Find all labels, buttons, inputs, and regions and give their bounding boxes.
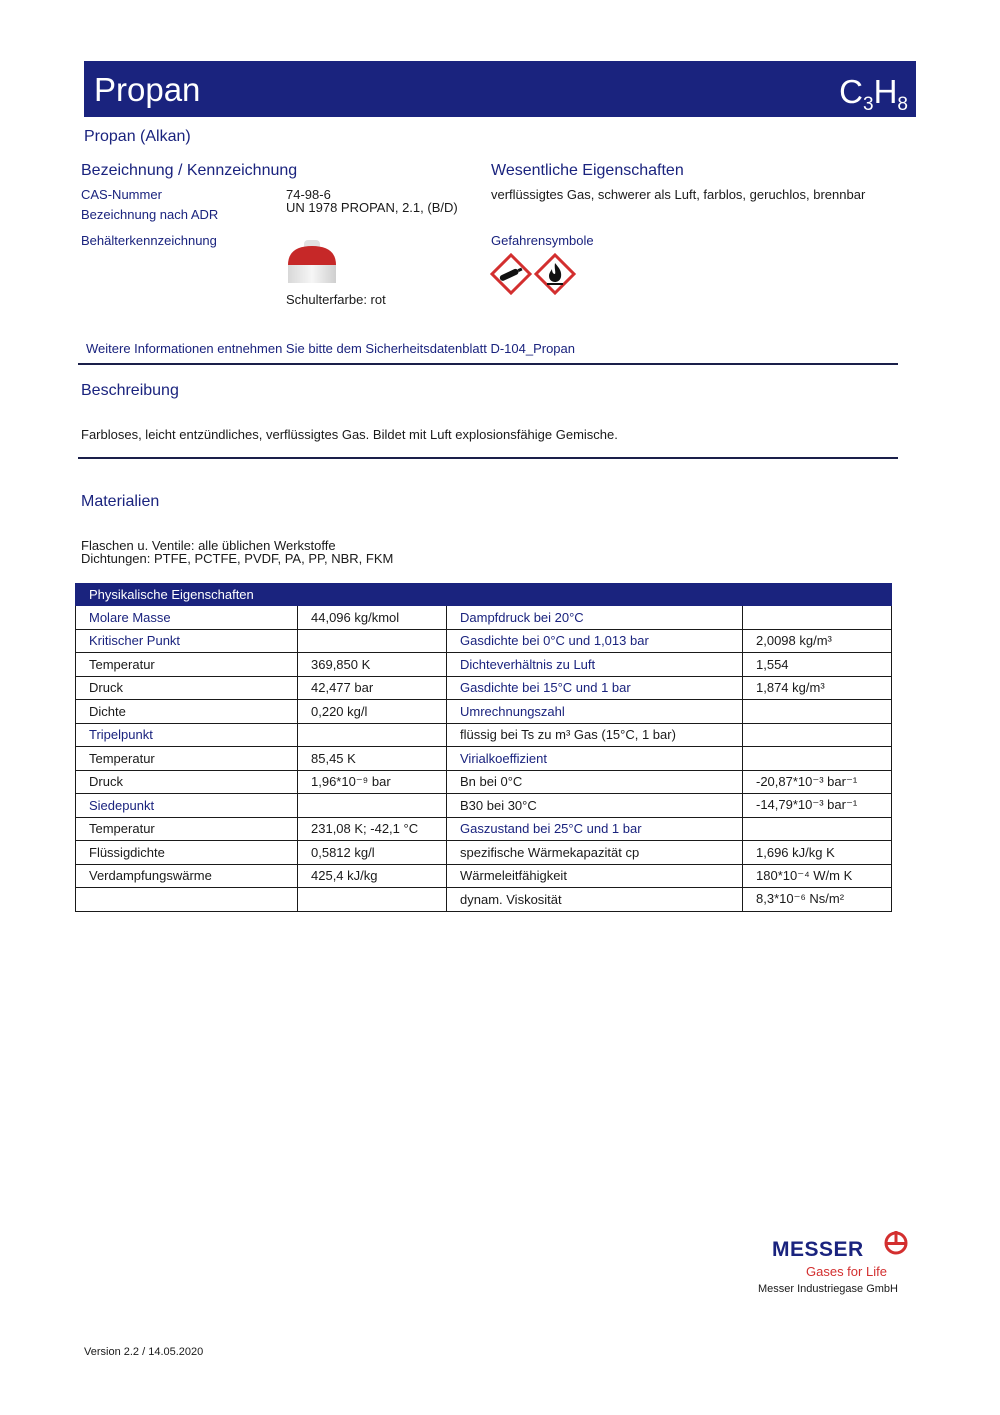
table-cell: Tripelpunkt	[76, 723, 298, 747]
properties-text: verflüssigtes Gas, schwerer als Luft, farblos, geruchlos, brennbar	[491, 187, 866, 202]
table-cell: 1,696 kJ/kg K	[743, 841, 892, 865]
table-cell: Temperatur	[76, 817, 298, 841]
table-cell: 1,96*10⁻⁹ bar	[298, 770, 447, 794]
table-cell: B30 bei 30°C	[447, 794, 743, 818]
container-label: Behälterkennzeichnung	[81, 233, 217, 248]
table-cell: Gasdichte bei 15°C und 1 bar	[447, 676, 743, 700]
adr-label: Bezeichnung nach ADR	[81, 207, 219, 222]
table-cell: 369,850 K	[298, 653, 447, 677]
company-name: Messer Industriegase GmbH	[758, 1283, 898, 1295]
table-row	[76, 629, 892, 653]
table-cell	[76, 888, 298, 912]
properties-heading: Wesentliche Eigenschaften	[491, 162, 684, 179]
chemical-formula: $C_3H_8$	[839, 73, 908, 115]
table-cell: dynam. Viskosität	[447, 888, 743, 912]
table-cell	[743, 606, 892, 630]
table-row	[76, 606, 892, 630]
description-text: Farbloses, leicht entzündliches, verflüssigtes Gas. Bildet mit Luft explosionsfähige Gemische.	[81, 427, 618, 442]
adr-value: UN 1978 PROPAN, 2.1, (B/D)	[286, 200, 458, 215]
table-cell: Siedepunkt	[76, 794, 298, 818]
title-bar	[84, 61, 916, 117]
table-row	[76, 653, 892, 677]
table-cell	[298, 794, 447, 818]
table-cell	[743, 747, 892, 771]
table-cell: Druck	[76, 676, 298, 700]
table-row	[76, 770, 892, 794]
table-cell: Bn bei 0°C	[447, 770, 743, 794]
materials-line: Dichtungen: PTFE, PCTFE, PVDF, PA, PP, NBR, FKM	[81, 551, 394, 566]
brand-name: MESSER	[772, 1238, 864, 1261]
table-cell: Verdampfungswärme	[76, 864, 298, 888]
table-cell: spezifische Wärmekapazität cp	[447, 841, 743, 865]
gas-name: Propan	[94, 71, 201, 108]
divider	[78, 457, 898, 459]
table-cell: Umrechnungszahl	[447, 700, 743, 724]
hazard-label: Gefahrensymbole	[491, 233, 594, 248]
table-cell	[743, 700, 892, 724]
table-cell: 85,45 K	[298, 747, 447, 771]
messer-logo-icon	[883, 1230, 909, 1256]
table-cell: 180*10⁻⁴ W/m K	[743, 864, 892, 888]
table-cell: 231,08 K; -42,1 °C	[298, 817, 447, 841]
version: Version 2.2 / 14.05.2020	[84, 1346, 204, 1358]
table-cell: 425,4 kJ/kg	[298, 864, 447, 888]
flame-icon	[534, 253, 576, 295]
table-cell: flüssig bei Ts zu m³ Gas (15°C, 1 bar)	[447, 723, 743, 747]
table-row	[76, 841, 892, 865]
table-cell	[743, 723, 892, 747]
physical-properties-table	[75, 583, 892, 912]
table-cell: -14,79*10⁻³ bar⁻¹	[743, 794, 892, 818]
table-cell: Molare Masse	[76, 606, 298, 630]
table-row	[76, 723, 892, 747]
table-cell: 1,554	[743, 653, 892, 677]
table-cell: Dampfdruck bei 20°C	[447, 606, 743, 630]
materials-line: Flaschen u. Ventile: alle üblichen Werkstoffe	[81, 538, 336, 553]
table-row	[76, 794, 892, 818]
table-cell: Wärmeleitfähigkeit	[447, 864, 743, 888]
table-cell: 1,874 kg/m³	[743, 676, 892, 700]
table-cell: Gasdichte bei 0°C und 1,013 bar	[447, 629, 743, 653]
table-cell: Dichte	[76, 700, 298, 724]
table-cell: Virialkoeffizient	[447, 747, 743, 771]
table-cell: 8,3*10⁻⁶ Ns/m²	[743, 888, 892, 912]
table-cell: 0,5812 kg/l	[298, 841, 447, 865]
table-cell	[743, 817, 892, 841]
cas-value: 74-98-6	[286, 187, 331, 202]
table-row	[76, 700, 892, 724]
cylinder-shoulder-icon	[287, 238, 337, 284]
table-row	[76, 676, 892, 700]
further-info: Weitere Informationen entnehmen Sie bitte dem Sicherheitsdatenblatt D-104_Propan	[86, 341, 575, 356]
gas-cylinder-icon	[490, 253, 532, 295]
messer-logo	[772, 1238, 864, 1262]
cas-label: CAS-Nummer	[81, 187, 162, 202]
table-cell	[298, 629, 447, 653]
subtitle: Propan (Alkan)	[84, 128, 191, 145]
divider	[78, 363, 898, 365]
identification-heading: Bezeichnung / Kennzeichnung	[81, 162, 298, 179]
table-cell: Temperatur	[76, 747, 298, 771]
table-cell	[298, 888, 447, 912]
table-cell: Temperatur	[76, 653, 298, 677]
table-row	[76, 747, 892, 771]
table-cell: Gaszustand bei 25°C und 1 bar	[447, 817, 743, 841]
table-cell: Druck	[76, 770, 298, 794]
table-row	[76, 888, 892, 912]
table-cell: 0,220 kg/l	[298, 700, 447, 724]
table-cell: 42,477 bar	[298, 676, 447, 700]
table-cell	[298, 723, 447, 747]
table-row	[76, 817, 892, 841]
table-cell: 44,096 kg/kmol	[298, 606, 447, 630]
materials-heading: Materialien	[81, 493, 160, 510]
shoulder-color: Schulterfarbe: rot	[286, 292, 386, 307]
table-cell: Kritischer Punkt	[76, 629, 298, 653]
table-cell: Flüssigdichte	[76, 841, 298, 865]
table-heading: Physikalische Eigenschaften	[76, 584, 892, 606]
table-cell: -20,87*10⁻³ bar⁻¹	[743, 770, 892, 794]
description-heading: Beschreibung	[81, 382, 179, 399]
table-cell: 2,0098 kg/m³	[743, 629, 892, 653]
table-row	[76, 864, 892, 888]
table-header-row	[76, 584, 892, 606]
tagline: Gases for Life	[806, 1264, 887, 1279]
table-cell: Dichteverhältnis zu Luft	[447, 653, 743, 677]
